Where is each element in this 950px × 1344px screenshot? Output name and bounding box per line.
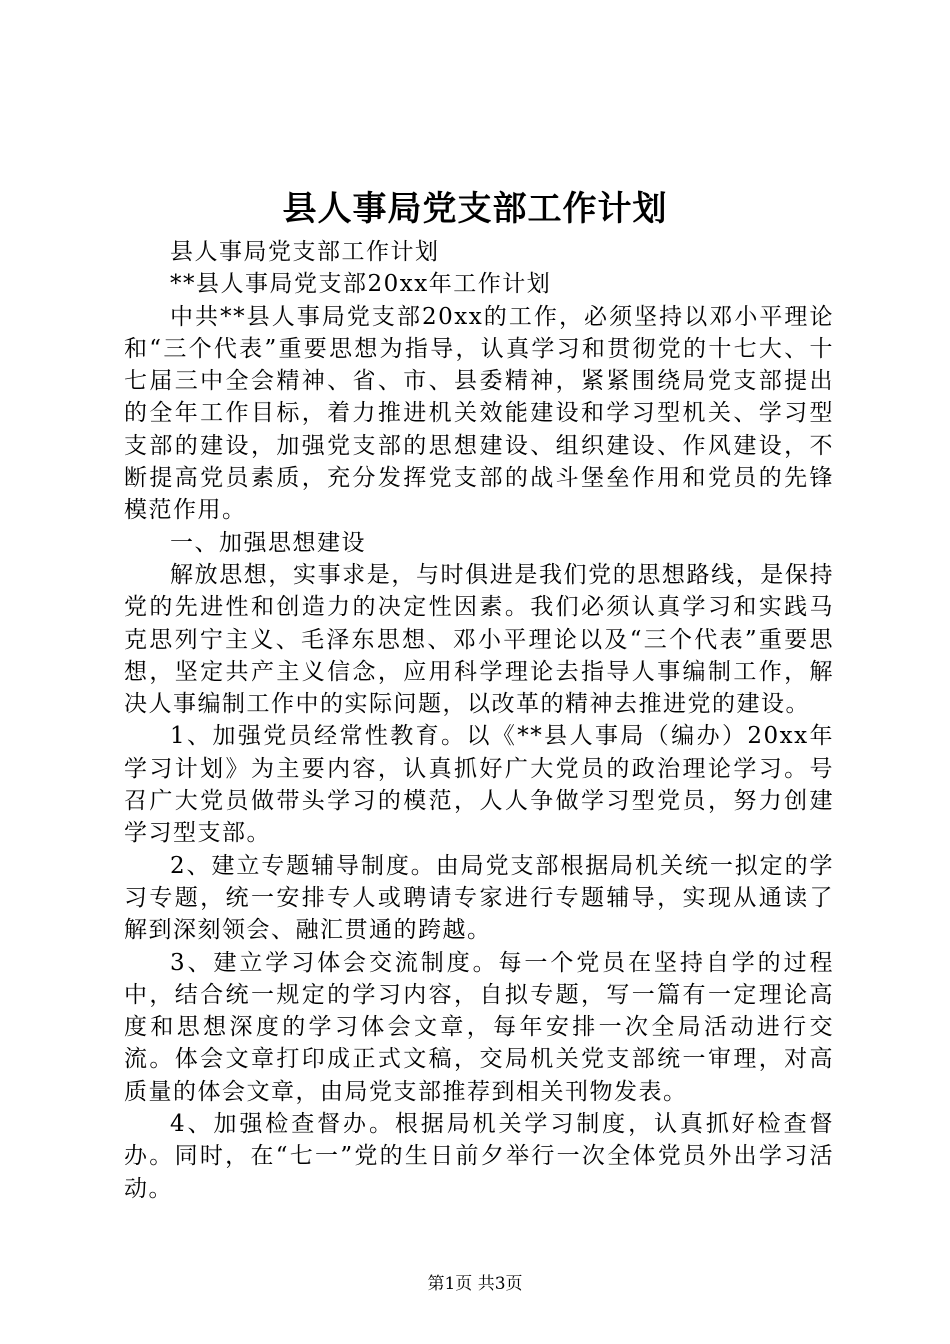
body-paragraph-ideology: 解放思想，实事求是，与时俱进是我们党的思想路线，是保持党的先进性和创造力的决定性因素。我们必须认真学习和实践马克思列宁主义、毛泽东思想、邓小平理论以及“三个代表”重要思想，坚定共产主义信念，应用科学理论去指导人事编制工作，解决人事编制工作中的实际问题，以改革的精神去推进党的建设。 [124,561,834,718]
body-paragraph-item-3: 3、建立学习体会交流制度。每一个党员在坚持自学的过程中，结合统一规定的学习内容，自拟专题，写一篇有一定理论高度和思想深度的学习体会文章，每年安排一次全局活动进行交流。体会文章打印成正式文稿，交局机关党支部统一审理，对高质量的体会文章，由局党支部推荐到相关刊物发表。 [124,949,834,1105]
section-heading-ideology: 一、加强思想建设 [170,529,366,556]
body-paragraph-item-1: 1、加强党员经常性教育。以《**县人事局（编办）20xx年学习计划》为主要内容，认真抓好广大党员的政治理论学习。号召广大党员做带头学习的模范，人人争做学习型党员，努力创建学习型支部。 [124,723,834,847]
body-paragraph-intro: 中共**县人事局党支部20xx的工作，必须坚持以邓小平理论和“三个代表”重要思想为指导，认真学习和贯彻党的十七大、十七届三中全会精神、省、市、县委精神，紧紧围绕局党支部提出的全年工作目标，着力推进机关效能建设和学习型机关、学习型支部的建设，加强党支部的思想建设、组织建设、作风建设，不断提高党员素质，充分发挥党支部的战斗堡垒作用和党员的先锋模范作用。 [124,303,834,524]
document-body [124,236,834,1205]
body-paragraph-plan-title: **县人事局党支部20xx年工作计划 [170,271,552,298]
body-paragraph-subtitle: 县人事局党支部工作计划 [170,239,440,265]
document-title: 县人事局党支部工作计划 [282,189,668,229]
page-footer: 第1页 共3页 [427,1274,523,1294]
body-paragraph-item-4: 4、加强检查督办。根据局机关学习制度，认真抓好检查督办。同时，在“七一”党的生日前夕举行一次全体党员外出学习活动。 [124,1111,834,1202]
body-paragraph-item-2: 2、建立专题辅导制度。由局党支部根据局机关统一拟定的学习专题，统一安排专人或聘请专家进行专题辅导，实现从通读了解到深刻领会、融汇贯通的跨越。 [124,852,834,944]
